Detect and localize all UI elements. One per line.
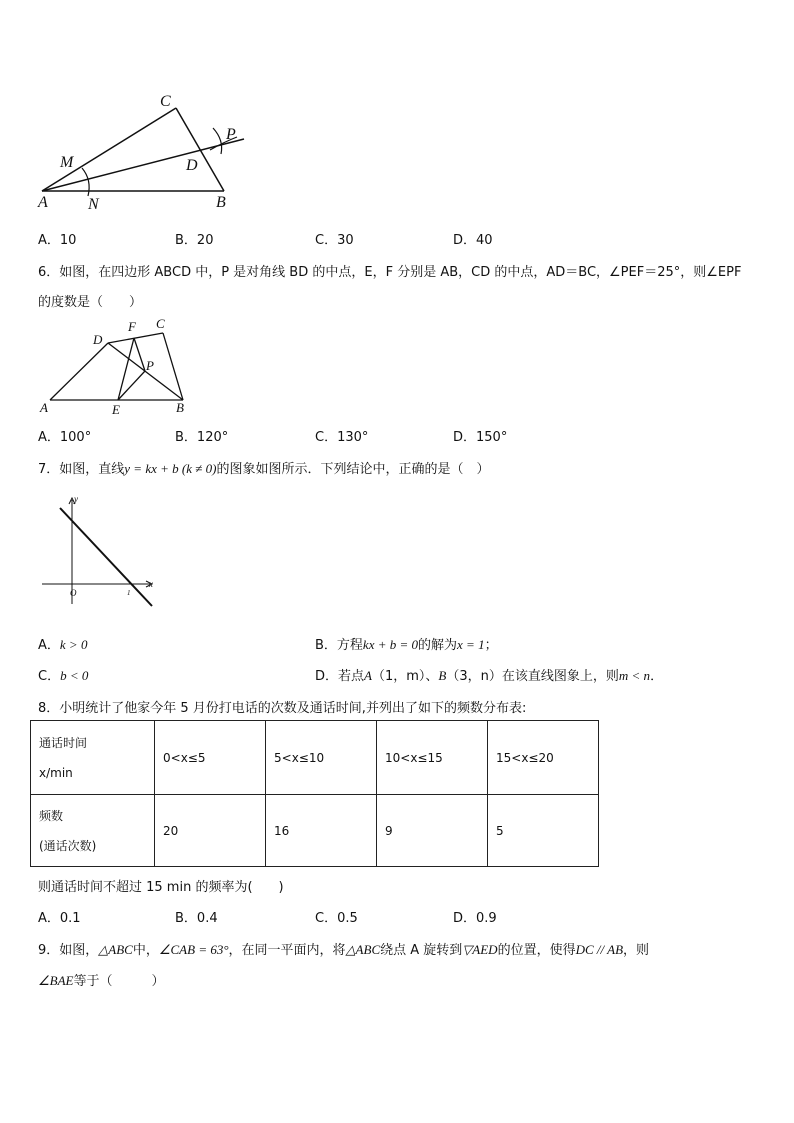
q9-stem-math3: △ABC [345,942,381,957]
q7-origin: O [70,588,77,598]
q8-option-a: A．0.1 [38,911,81,926]
q5-option-d: D．40 [453,233,493,248]
q5-figure [30,88,260,218]
q6-figure [30,314,200,419]
q7-option-b-end: ； [484,638,498,653]
q6-stem-line2: 的度数是（ ） [38,295,143,310]
q8-option-b: B．0.4 [175,911,218,926]
q7-stem-prefix: 7．如图，直线 [38,462,125,477]
q5-option-b: B．20 [175,233,214,248]
q8-row1-head-line1: 通话时间 [39,735,88,750]
q7-option-c [38,665,88,684]
q5-label-d: D [186,157,198,174]
q7-option-d-prefix: D．若点 [315,669,365,684]
q7-option-a-label: A． [38,638,60,653]
q9-stem-part3: ，在同一平面内，将 [228,943,346,958]
q7-option-a [38,634,87,653]
q6-label-p: P [146,358,154,373]
q5-label-b: B [216,194,226,211]
table-cell: 10<x≤15 [377,721,488,795]
q6-label-f: F [128,319,136,334]
table-cell: 0<x≤5 [155,721,266,795]
q6-label-e: E [112,402,120,417]
table-cell: 15<x≤20 [488,721,599,795]
q9-stem-part5: 的位置，使得 [497,943,576,958]
table-header-cell [31,795,155,867]
q9-stem-line2 [38,970,165,989]
q6-option-c: C．130° [315,430,369,445]
q7-option-d-point-b-coord: （3，n） [446,669,502,684]
q5-label-p: P [226,126,236,143]
table-row [31,721,599,795]
q9-stem-part4: 绕点 A 旋转到 [380,943,463,958]
table-cell: 9 [377,795,488,867]
q6-label-a: A [40,400,48,415]
q9-stem-math1: △ABC [98,942,133,957]
q5-label-a: A [38,194,48,211]
table-cell: 16 [266,795,377,867]
q5-label-n: N [88,196,99,213]
q5-option-c: C．30 [315,233,354,248]
q9-stem-math6: ∠BAE [38,973,74,988]
q8-option-c: C．0.5 [315,911,358,926]
q9-stem-part6: ，则 [623,943,650,958]
q6-label-d: D [93,332,103,347]
q8-row1-head-line2: x/min [39,765,73,780]
q6-option-a: A．100° [38,430,92,445]
q8-frequency-table [30,720,599,867]
q6-label-c: C [156,316,165,331]
q5-label-c: C [160,93,171,110]
q9-stem-line1 [38,939,649,958]
q9-stem-part7: 等于（ ） [73,974,165,989]
q7-graph [38,492,162,610]
q8-row2-head-line2: (通话次数) [39,838,97,853]
table-cell: 20 [155,795,266,867]
q7-option-d-mid: 在该直线图象上，则 [501,669,619,684]
q7-option-b-math1: kx + b = 0 [362,637,419,652]
q7-option-b-mid: 的解为 [418,638,458,653]
q7-option-d-point-a: A [364,668,372,683]
q7-axis-x: x [149,579,153,589]
q7-stem-math: y = kx + b (k ≠ 0) [124,461,217,476]
q6-stem-line1: 6．如图，在四边形 ABCD 中，P 是对角线 BD 的中点，E，F 分别是 AB，CD 的中点，AD＝BC，∠PEF＝25°，则∠EPF [38,265,742,280]
q8-row2-head-line1: 频数 [39,808,64,823]
table-row [31,795,599,867]
q7-option-d-point-b: B [438,668,447,683]
q8-question: 则通话时间不超过 15 min 的频率为( ) [38,880,284,895]
q9-stem-math4: ▽AED [462,942,498,957]
q7-option-d-point-a-coord: （1，m）、 [371,669,439,684]
q6-option-b: B．120° [175,430,229,445]
q7-option-b-math2: x = 1 [457,637,485,652]
q6-label-b: B [176,400,184,415]
q7-axis-y: y [74,494,78,504]
q7-option-d [315,665,663,684]
table-header-cell [31,721,155,795]
q7-option-b-label: B．方程 [315,638,363,653]
q9-stem-math2: ∠CAB = 63° [158,942,229,957]
q9-stem-part2: 中， [132,943,159,958]
q8-stem: 8．小明统计了他家今年 5 月份打电话的次数及通话时间,并列出了如下的频数分布表: [38,701,527,716]
q7-option-d-end: ． [650,669,664,684]
q7-option-b [315,634,498,653]
q7-option-a-math: k > 0 [59,637,88,652]
table-cell: 5 [488,795,599,867]
q7-option-c-label: C． [38,669,61,684]
q5-label-m: M [60,154,74,171]
q6-option-d: D．150° [453,430,508,445]
q7-tick-1: 1 [127,589,131,597]
q7-option-c-math: b < 0 [60,668,89,683]
q7-stem-suffix: 的图象如图所示．下列结论中，正确的是（ ） [216,462,490,477]
q9-stem-part1: 9．如图， [38,943,99,958]
q8-option-d: D．0.9 [453,911,497,926]
q9-stem-math5: DC // AB [575,942,624,957]
table-cell: 5<x≤10 [266,721,377,795]
q7-option-d-math: m < n [618,668,651,683]
q7-stem [38,458,489,477]
q5-option-a: A．10 [38,233,77,248]
